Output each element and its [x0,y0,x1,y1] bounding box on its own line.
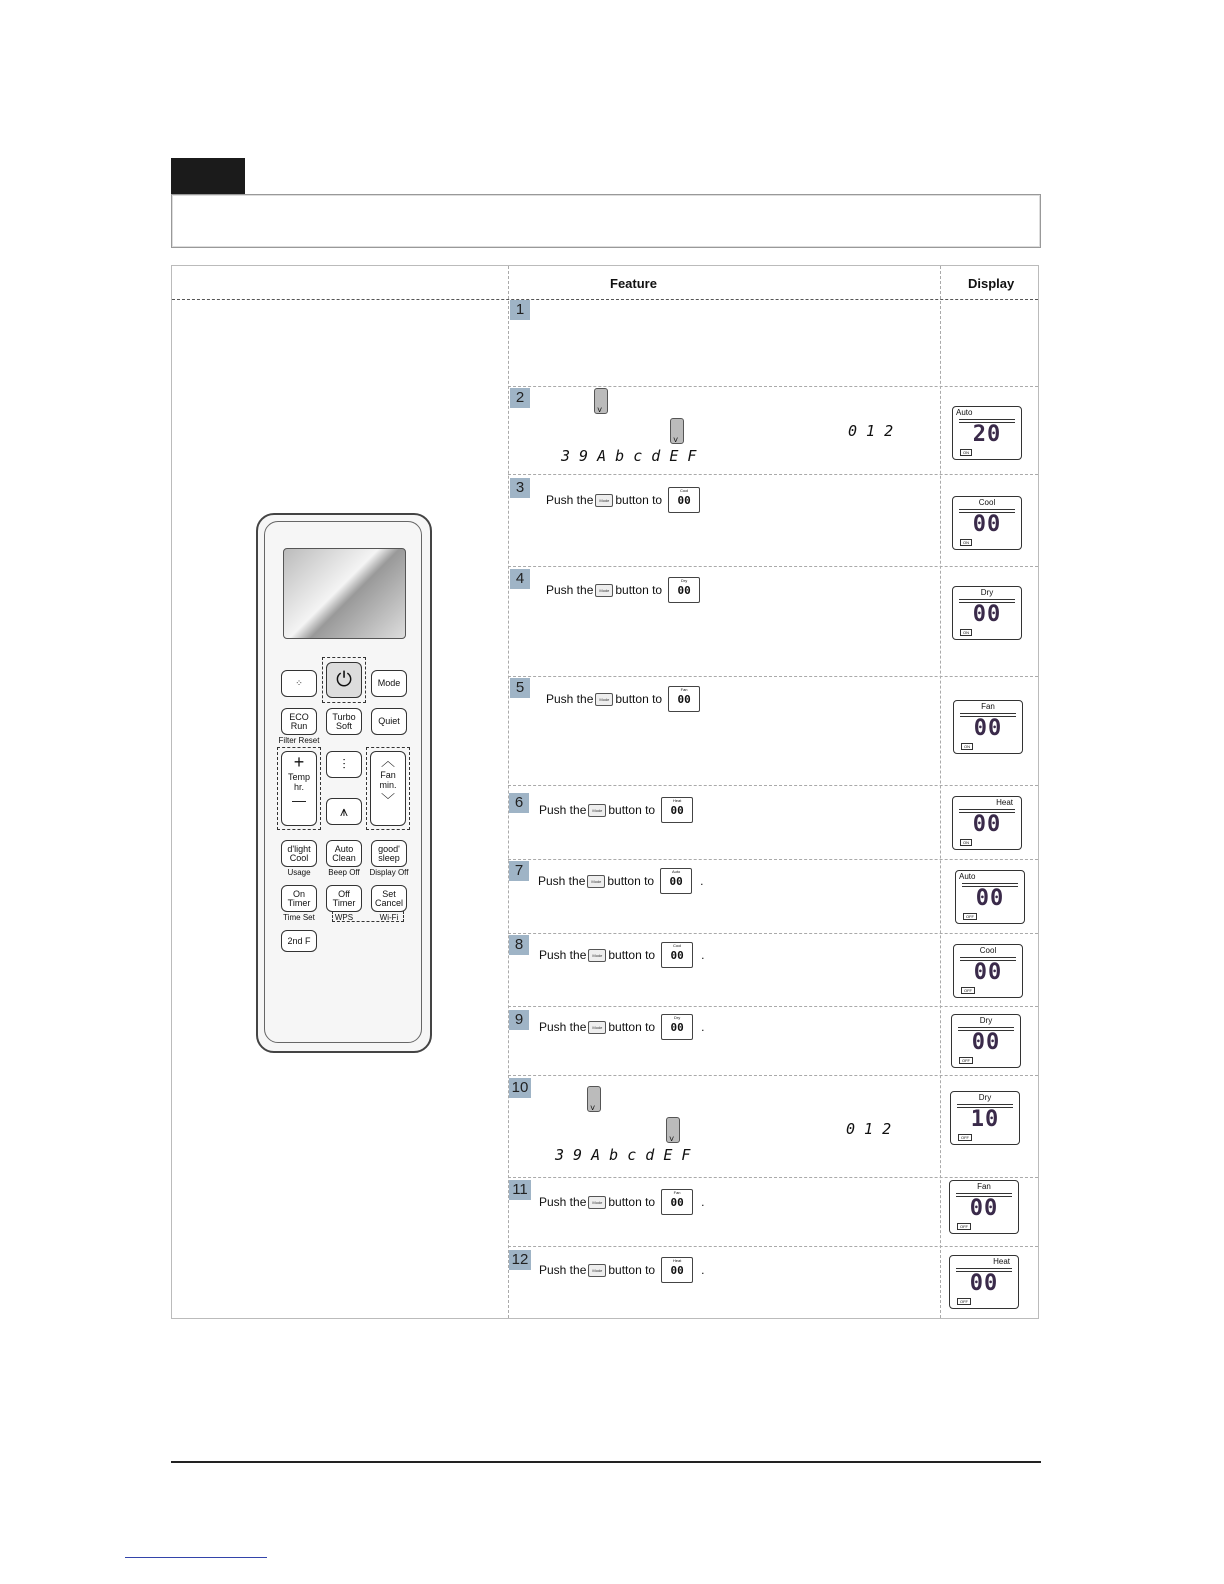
mode-key-icon: Mode [588,949,606,962]
push-instruction [546,577,708,603]
button-to-text: button to [615,583,663,597]
cool-label: Cool [289,852,309,863]
mini-display-icon [668,686,700,712]
row-divider [508,785,1038,786]
min-label: min. [379,780,397,790]
second-function-button[interactable]: 2nd F [281,930,317,952]
lcd-display [952,496,1022,550]
lcd-display [949,1255,1019,1309]
period: . [701,1263,705,1277]
cancel-label: Cancel [374,897,403,908]
header-display: Display [968,276,1015,291]
run-label: Run [290,720,308,731]
temp-button[interactable] [281,751,317,826]
power-button[interactable] [326,662,362,698]
mini-display-icon [661,1257,693,1283]
lcd-display [952,796,1022,850]
on-timer-button[interactable] [281,885,317,912]
row-divider [508,1246,1038,1247]
fan-key-icon [594,388,608,414]
lcd-display [955,870,1025,924]
period: . [701,1020,705,1034]
dlight-cool-button[interactable] [281,840,317,867]
swing-horizontal-button[interactable] [326,798,362,825]
lcd-value: 10 [970,1107,1000,1132]
lcd-bar [956,1268,1012,1269]
mini-display-label: Auto [671,869,681,874]
turbo-label: Turbo [332,711,356,722]
lcd-onoff: ON [960,449,972,456]
lcd-display [949,1180,1019,1234]
column-divider [508,266,509,1318]
lcd-value: 00 [972,602,1002,627]
lcd-value: 00 [969,1271,999,1296]
good-sleep-button[interactable] [371,840,407,867]
lcd-onoff: OFF [961,987,975,994]
step-number: 7 [509,861,529,881]
mini-display-label: Cool [672,943,682,948]
hr-label: hr. [293,782,304,792]
mini-display-label: Fan [673,1190,681,1195]
wps-label: WPS [334,913,354,922]
lcd-mode-label: Heat [996,798,1013,807]
eco-label: ECO [289,711,309,722]
push-instruction [538,868,703,894]
usage-label: Usage [287,868,311,877]
push-instruction [539,1189,704,1215]
mini-display-icon [660,868,692,894]
push-instruction [539,1257,704,1283]
fan-down-icon[interactable]: ﹀ [381,792,395,808]
lcd-mode-label: Dry [978,1093,992,1102]
fan-key-icon [587,1086,601,1112]
power-icon: ⏻ [336,668,352,691]
lcd-onoff: ON [961,743,973,750]
lcd-bar [959,419,1015,420]
lcd-mode-label: Auto [956,408,973,417]
mode-key-icon: Mode [588,1196,606,1209]
mini-display-label: Fan [680,687,688,692]
button-to-text: button to [608,1195,656,1209]
step-number: 10 [509,1078,531,1098]
lcd-value: 00 [972,812,1002,837]
fan-button[interactable] [370,751,406,826]
step-number: 3 [510,478,530,498]
mode-key-icon: Mode [588,804,606,817]
row-divider [508,1075,1038,1076]
push-instruction [546,686,708,712]
push-text: Push the [539,803,587,817]
mini-display-value: 00 [670,949,684,962]
fan-key-icon [670,418,684,444]
mini-display-label: Heat [672,798,682,803]
header-feature: Feature [610,276,657,291]
lcd-bar [956,1193,1012,1194]
temp-plus[interactable]: + [293,752,305,772]
lcd-onoff: OFF [957,1223,971,1230]
footer-rule [171,1461,1041,1463]
mini-display-icon [661,1014,693,1040]
mode-key-icon: Mode [595,693,613,706]
section-tab [171,158,245,195]
lcd-onoff: OFF [959,1057,973,1064]
mode-button[interactable]: Mode [371,670,407,697]
button-to-text: button to [608,1020,656,1034]
mini-display-label: Cool [679,488,689,493]
off-label: Off [338,888,350,899]
code-sequence: 0 1 2 [846,1120,892,1138]
lcd-display [951,1014,1021,1068]
timer-label: Timer [332,897,356,908]
push-instruction [539,942,704,968]
lcd-display [950,1091,1020,1145]
row-divider [508,566,1038,567]
lcd-bar [959,599,1015,600]
fan-key-icon [666,1117,680,1143]
display-off-label: Display Off [369,868,409,877]
lcd-onoff: OFF [963,913,977,920]
mini-display-value: 00 [670,1196,684,1209]
mini-display-icon [668,577,700,603]
lcd-bar [958,1027,1014,1028]
lcd-display [952,406,1022,460]
mini-display-label: Dry [680,578,688,583]
step-number: 5 [510,678,530,698]
lcd-onoff: OFF [957,1298,971,1305]
set-cancel-button[interactable] [371,885,407,912]
fan-up-icon[interactable]: ︿ [381,753,395,769]
step-number: 11 [509,1180,531,1200]
lcd-bar [960,957,1016,958]
push-text: Push the [546,692,594,706]
push-text: Push the [539,1263,587,1277]
mini-display-value: 00 [677,494,691,507]
swing-icon: ⫶ [342,756,346,772]
lcd-value: 00 [972,512,1002,537]
step-number: 6 [509,793,529,813]
lcd-mode-label: Fan [981,702,995,711]
button-to-text: button to [615,493,663,507]
row-divider [508,933,1038,934]
button-to-text: button to [608,948,656,962]
footer-link-underline [125,1557,267,1558]
lcd-value: 00 [975,886,1005,911]
sleep-label: sleep [378,852,400,863]
step-number: 9 [509,1010,529,1030]
mini-display-icon [661,942,693,968]
mode-key-icon: Mode [587,875,605,888]
temp-label: Temp [287,772,310,782]
step-number: 4 [510,569,530,589]
lcd-onoff: OFF [958,1134,972,1141]
turbo-soft-button[interactable] [326,708,362,735]
lcd-mode-label: Auto [959,872,976,881]
lcd-bar [959,509,1015,510]
timer-label: Timer [287,897,311,908]
step-number: 1 [510,300,530,320]
mini-display-value: 00 [677,584,691,597]
mini-display-icon [661,797,693,823]
lcd-mode-label: Fan [977,1182,991,1191]
on-label: On [292,888,305,899]
time-set-label: Time Set [283,913,315,922]
lcd-value: 20 [972,422,1002,447]
row-divider [508,474,1038,475]
filter-reset-label: Filter Reset [278,736,320,745]
title-box [171,194,1041,248]
lcd-value: 00 [973,716,1003,741]
swing-horizontal-icon: ⩚ [340,803,348,819]
push-text: Push the [546,583,594,597]
button-to-text: button to [608,803,656,817]
lcd-bar [959,809,1015,810]
swing-vertical-button[interactable] [326,751,362,778]
column-divider [940,266,941,1318]
lcd-display [952,586,1022,640]
button-to-text: button to [615,692,663,706]
lcd-onoff: ON [960,839,972,846]
lcd-value: 00 [973,960,1003,985]
lcd-mode-label: Dry [980,588,994,597]
push-text: Push the [546,493,594,507]
mini-display-value: 00 [670,1264,684,1277]
row-divider [508,386,1038,387]
push-text: Push the [539,948,587,962]
lcd-mode-label: Cool [979,946,997,955]
row-divider [508,859,1038,860]
mini-display-value: 00 [670,804,684,817]
push-text: Push the [538,874,586,888]
lcd-mode-label: Dry [979,1016,993,1025]
clean-label: Clean [332,852,356,863]
good-label: good' [378,843,400,854]
step-number: 2 [510,388,530,408]
period: . [701,1195,705,1209]
mode-key-icon: Mode [595,494,613,507]
row-divider [508,676,1038,677]
lcd-bar [962,883,1018,884]
off-timer-button[interactable] [326,885,362,912]
lcd-onoff: ON [960,629,972,636]
step-number: 12 [509,1250,531,1270]
dots-icon: ⁘ [295,678,303,688]
wifi-label: Wi-Fi [379,913,399,922]
push-instruction [539,1014,704,1040]
lcd-display [953,944,1023,998]
mini-display-value: 00 [669,875,683,888]
lcd-value: 00 [971,1030,1001,1055]
period: . [701,948,705,962]
mode-key-icon: Mode [595,584,613,597]
temp-minus[interactable]: — [292,792,306,808]
row-divider [508,1006,1038,1007]
lcd-bar [960,713,1016,714]
mini-display-label: Dry [673,1015,681,1020]
lcd-onoff: ON [960,539,972,546]
remote-control [256,513,432,1053]
lcd-mode-label: Heat [993,1257,1010,1266]
step-number: 8 [509,935,529,955]
remote-screen [283,548,406,639]
auto-label: Auto [334,843,354,854]
row-divider [508,1177,1038,1178]
period: . [700,874,704,888]
button-to-text: button to [607,874,655,888]
push-instruction [539,797,701,823]
mode-key-icon: Mode [588,1264,606,1277]
mode-key-icon: Mode [588,1021,606,1034]
code-sequence: 0 1 2 [848,422,894,440]
lcd-value: 00 [969,1196,999,1221]
eco-run-button[interactable] [281,708,317,735]
beep-off-label: Beep Off [328,868,360,877]
header-divider [172,299,1038,300]
auto-clean-button[interactable] [326,840,362,867]
dlight-label: d'light [287,843,311,854]
set-label: Set [382,888,396,899]
fan-label: Fan [380,770,396,780]
push-instruction [546,487,708,513]
lcd-mode-label: Cool [978,498,996,507]
button-to-text: button to [608,1263,656,1277]
mini-display-label: Heat [672,1258,682,1263]
quiet-button[interactable]: Quiet [371,708,407,735]
code-sequence: 3 9 A b c d E F [561,447,697,465]
mini-display-value: 00 [677,693,691,706]
push-text: Push the [539,1020,587,1034]
push-text: Push the [539,1195,587,1209]
mini-display-icon [668,487,700,513]
mini-display-icon [661,1189,693,1215]
lcd-bar [957,1104,1013,1105]
options-button[interactable] [281,670,317,697]
soft-label: Soft [335,720,352,731]
code-sequence: 3 9 A b c d E F [555,1146,691,1164]
mini-display-value: 00 [670,1021,684,1034]
lcd-display [953,700,1023,754]
